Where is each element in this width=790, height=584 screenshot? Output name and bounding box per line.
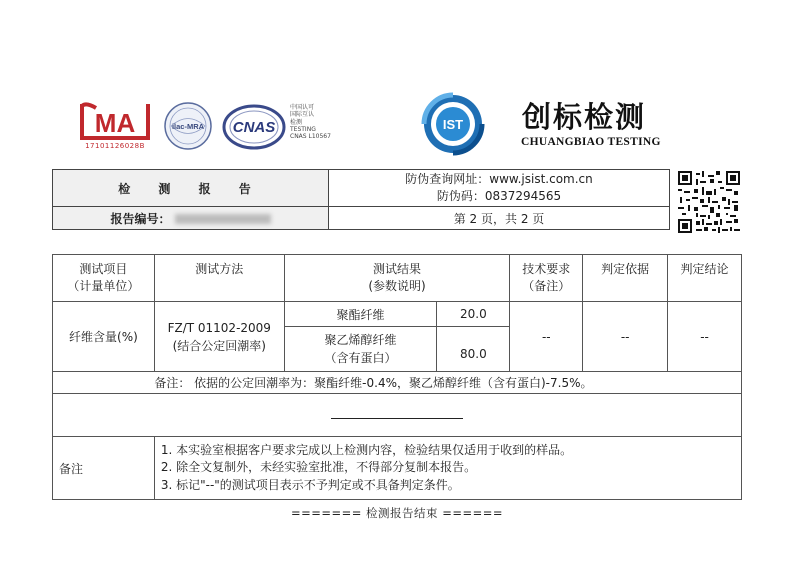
header-test-method: 测试方法 xyxy=(154,255,284,302)
report-title: 检 测 报 告 xyxy=(53,170,329,207)
svg-text:IST: IST xyxy=(442,117,464,132)
result-value-2: 80.0 xyxy=(437,327,510,372)
page-info: 第 2 页，共 2 页 xyxy=(329,207,670,230)
header-test-result: 测试结果 (参数说明) xyxy=(284,255,510,302)
ist-logo xyxy=(419,92,487,156)
conclusion-value: -- xyxy=(668,302,742,372)
result-name-1: 聚酯纤维 xyxy=(284,302,437,327)
query-url: 防伪查询网址：www.jsist.com.cn xyxy=(405,172,593,186)
note-item: 1. 本实验室根据客户要求完成以上检测内容，检验结果仅适用于收到的样品。 xyxy=(160,442,573,457)
result-name-2: 聚乙烯醇纤维 （含有蛋白） xyxy=(284,327,437,372)
report-end-marker: ======= 检测报告结束 ====== xyxy=(290,506,504,520)
cnas-side-text: 中国认可 国际互认 检测 TESTING CNAS L10567 xyxy=(290,104,331,141)
svg-text:MA: MA xyxy=(94,108,136,138)
report-number-cell xyxy=(53,207,329,230)
anti-fake-code: 防伪码：0837294565 xyxy=(436,189,562,203)
notes-label: 备注 xyxy=(53,437,155,500)
divider-row xyxy=(53,394,742,437)
ilac-mra-logo xyxy=(163,101,213,151)
divider-line xyxy=(331,418,463,419)
remark-text: 备注： 依据的公定回潮率为：聚酯纤维-0.4%，聚乙烯醇纤维（含有蛋白)-7.5%。 xyxy=(154,372,741,394)
notes-cell xyxy=(154,437,741,500)
header-requirement: 技术要求 （备注） xyxy=(510,255,583,302)
header-conclusion: 判定结论 xyxy=(668,255,742,302)
svg-text:ilac-MRA: ilac-MRA xyxy=(171,122,205,131)
basis-value: -- xyxy=(583,302,668,372)
brand-name-cn: 创标检测 xyxy=(522,100,647,134)
test-results-table xyxy=(52,254,742,500)
svg-text:CNAS: CNAS xyxy=(232,119,276,136)
test-method: FZ/T 01102-2009 (结合公定回潮率) xyxy=(154,302,284,372)
anti-fake-info xyxy=(329,170,670,207)
note-item: 3. 标记"--"的测试项目表示不予判定或不具备判定条件。 xyxy=(160,477,460,492)
cnas-logo xyxy=(222,103,286,151)
brand-name-en: CHUANGBIAO TESTING xyxy=(521,136,661,148)
header-test-item: 测试项目 （计量单位） xyxy=(53,255,155,302)
qr-code xyxy=(678,171,740,233)
report-header-table xyxy=(52,169,670,230)
note-item: 2. 除全文复制外，未经实验室批准，不得部分复制本报告。 xyxy=(160,460,477,475)
report-number-label: 报告编号： xyxy=(110,211,171,226)
report-number-redacted xyxy=(175,214,271,224)
header-basis: 判定依据 xyxy=(583,255,668,302)
notes-list xyxy=(155,442,741,495)
cma-number: 17101126028B xyxy=(85,142,145,150)
test-item: 纤维含量(%) xyxy=(53,302,155,372)
requirement-value: -- xyxy=(510,302,583,372)
result-value-1: 20.0 xyxy=(437,302,510,327)
